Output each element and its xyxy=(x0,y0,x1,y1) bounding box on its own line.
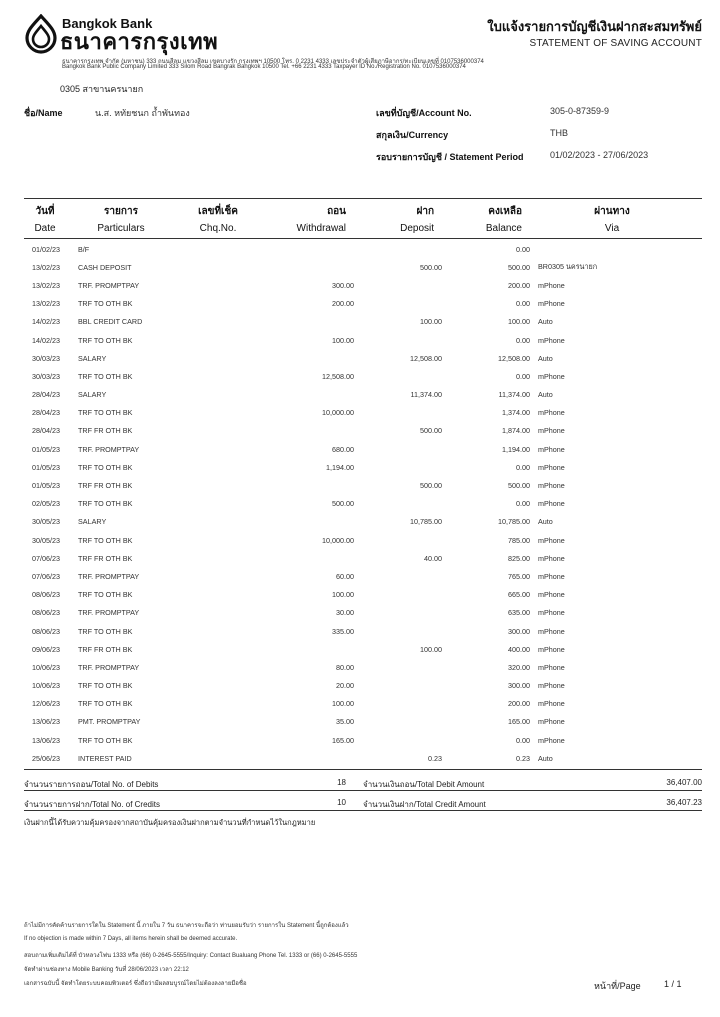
row-chq-no xyxy=(180,640,250,658)
row-date: 13/06/23 xyxy=(32,735,60,745)
col-header-date-th: วันที่ xyxy=(35,206,55,217)
row-particulars: TRF TO OTH BK xyxy=(78,626,133,636)
row-via: mPhone xyxy=(538,426,565,436)
total-debits-label: จำนวนรายการถอน/Total No. of Debits xyxy=(24,780,159,789)
row-balance: 500.00 xyxy=(508,481,530,491)
table-row xyxy=(24,240,702,258)
row-withdrawal: 100.00 xyxy=(332,590,354,600)
row-balance: 635.00 xyxy=(508,608,530,618)
table-row xyxy=(24,440,702,458)
row-particulars: BBL CREDIT CARD xyxy=(78,317,143,327)
row-date: 08/06/23 xyxy=(32,608,60,618)
table-row xyxy=(24,549,702,567)
row-particulars: B/F xyxy=(78,244,90,254)
table-row xyxy=(24,622,702,640)
table-row xyxy=(24,731,702,749)
row-date: 30/03/23 xyxy=(32,371,60,381)
row-balance: 665.00 xyxy=(508,590,530,600)
row-date: 30/05/23 xyxy=(32,535,60,545)
table-row xyxy=(24,749,702,767)
row-via: mPhone xyxy=(538,371,565,381)
row-chq-no xyxy=(180,440,250,458)
row-particulars: SALARY xyxy=(78,390,107,400)
row-balance: 0.00 xyxy=(516,299,530,309)
table-row xyxy=(24,586,702,604)
row-deposit xyxy=(354,367,442,385)
row-chq-no xyxy=(180,367,250,385)
row-date: 01/02/23 xyxy=(32,244,60,254)
bank-name-th: ธนาคารกรุงเทพ xyxy=(60,29,219,54)
row-balance: 400.00 xyxy=(508,644,530,654)
row-via: mPhone xyxy=(538,717,565,727)
row-withdrawal: 20.00 xyxy=(336,681,354,691)
row-balance: 500.00 xyxy=(508,262,530,272)
col-header-withdrawal-en: Withdrawal xyxy=(296,223,346,234)
table-row xyxy=(24,677,702,695)
row-particulars: TRF TO OTH BK xyxy=(78,590,133,600)
col-header-deposit-en: Deposit xyxy=(400,223,434,234)
row-withdrawal xyxy=(250,386,354,404)
row-deposit xyxy=(354,731,442,749)
row-via: mPhone xyxy=(538,626,565,636)
row-balance: 825.00 xyxy=(508,553,530,563)
transactions-table xyxy=(24,240,702,767)
footer-objection-en: If no objection is made within 7 Days, all items herein shall be deemed accurate. xyxy=(24,936,238,942)
row-withdrawal: 300.00 xyxy=(332,280,354,290)
row-deposit xyxy=(354,604,442,622)
currency-label: สกุลเงิน/Currency xyxy=(376,130,449,140)
row-withdrawal: 200.00 xyxy=(332,299,354,309)
row-chq-no xyxy=(180,276,250,294)
row-date: 10/06/23 xyxy=(32,681,60,691)
row-date: 07/06/23 xyxy=(32,571,60,581)
row-particulars: TRF TO OTH BK xyxy=(78,735,133,745)
row-chq-no xyxy=(180,531,250,549)
row-chq-no xyxy=(180,586,250,604)
row-deposit: 40.00 xyxy=(424,553,442,563)
row-deposit xyxy=(354,404,442,422)
row-deposit xyxy=(354,295,442,313)
row-via: Auto xyxy=(538,317,553,327)
row-withdrawal: 30.00 xyxy=(336,608,354,618)
row-withdrawal: 500.00 xyxy=(332,499,354,509)
row-chq-no xyxy=(180,404,250,422)
footer-generated: จัดทำผ่านช่องทาง Mobile Banking วันที่ 28/06/2023 เวลา 22:12 xyxy=(24,967,189,973)
page-value: 1 / 1 xyxy=(664,979,682,989)
row-balance: 0.00 xyxy=(516,244,530,254)
row-chq-no xyxy=(180,295,250,313)
table-row xyxy=(24,531,702,549)
row-date: 01/05/23 xyxy=(32,481,60,491)
row-withdrawal: 1,194.00 xyxy=(326,462,354,472)
row-withdrawal: 35.00 xyxy=(336,717,354,727)
row-particulars: TRF TO OTH BK xyxy=(78,408,133,418)
table-row xyxy=(24,658,702,676)
table-row xyxy=(24,713,702,731)
row-date: 02/05/23 xyxy=(32,499,60,509)
total-debits-count: 18 xyxy=(337,778,346,787)
row-withdrawal xyxy=(250,549,354,567)
row-withdrawal: 80.00 xyxy=(336,662,354,672)
summary-bottom-rule xyxy=(24,810,702,811)
table-row xyxy=(24,640,702,658)
row-particulars: SALARY xyxy=(78,353,107,363)
row-withdrawal: 335.00 xyxy=(332,626,354,636)
row-via: mPhone xyxy=(538,481,565,491)
col-header-withdrawal-th: ถอน xyxy=(327,206,346,217)
row-date: 13/02/23 xyxy=(32,262,60,272)
row-via: mPhone xyxy=(538,335,565,345)
row-date: 25/06/23 xyxy=(32,753,60,763)
footer-objection-th: ถ้าไม่มีการคัดค้านรายการใดใน Statement นี้ ภายใน 7 วัน ธนาคารจะถือว่า ท่านยอมรับว่า รายการใน Statement นี้ถูกต้องแล้ว xyxy=(24,923,349,929)
row-balance: 200.00 xyxy=(508,280,530,290)
row-balance: 765.00 xyxy=(508,571,530,581)
row-particulars: TRF FR OTH BK xyxy=(78,553,133,563)
row-balance: 0.00 xyxy=(516,735,530,745)
row-particulars: TRF TO OTH BK xyxy=(78,299,133,309)
row-balance: 0.23 xyxy=(516,753,530,763)
account-no-value: 305-0-87359-9 xyxy=(550,106,610,116)
row-deposit xyxy=(354,658,442,676)
row-via: mPhone xyxy=(538,462,565,472)
summary-mid-rule xyxy=(24,790,702,791)
row-date: 07/06/23 xyxy=(32,553,60,563)
bangkok-bank-logo-icon xyxy=(24,14,58,54)
row-via: mPhone xyxy=(538,280,565,290)
row-balance: 300.00 xyxy=(508,681,530,691)
table-row xyxy=(24,313,702,331)
row-via: mPhone xyxy=(538,608,565,618)
row-via: mPhone xyxy=(538,553,565,563)
row-via: mPhone xyxy=(538,535,565,545)
row-chq-no xyxy=(180,713,250,731)
row-deposit xyxy=(354,677,442,695)
row-deposit: 100.00 xyxy=(420,644,442,654)
total-debit-amount: 36,407.00 xyxy=(666,778,702,787)
row-deposit: 500.00 xyxy=(420,426,442,436)
row-particulars: TRF. PROMPTPAY xyxy=(78,571,140,581)
name-value: น.ส. หทัยชนก ถ้ำพันทอง xyxy=(95,108,190,118)
row-chq-no xyxy=(180,386,250,404)
row-balance: 0.00 xyxy=(516,371,530,381)
row-withdrawal xyxy=(250,422,354,440)
row-withdrawal xyxy=(250,258,354,276)
row-via: mPhone xyxy=(538,681,565,691)
row-chq-no xyxy=(180,731,250,749)
row-withdrawal: 60.00 xyxy=(336,571,354,581)
table-row xyxy=(24,604,702,622)
row-withdrawal xyxy=(250,240,354,258)
row-withdrawal: 680.00 xyxy=(332,444,354,454)
row-withdrawal: 165.00 xyxy=(332,735,354,745)
row-chq-no xyxy=(180,549,250,567)
row-deposit xyxy=(354,586,442,604)
row-chq-no xyxy=(180,695,250,713)
row-particulars: TRF TO OTH BK xyxy=(78,371,133,381)
row-balance: 300.00 xyxy=(508,626,530,636)
table-row xyxy=(24,513,702,531)
row-balance: 320.00 xyxy=(508,662,530,672)
row-via: mPhone xyxy=(538,571,565,581)
col-header-balance-th: คงเหลือ xyxy=(488,206,522,217)
row-date: 01/05/23 xyxy=(32,462,60,472)
table-row xyxy=(24,258,702,276)
row-via: mPhone xyxy=(538,662,565,672)
page-label: หน้าที่/Page xyxy=(594,981,641,991)
row-deposit xyxy=(354,622,442,640)
table-header-rule xyxy=(24,238,702,239)
row-particulars: TRF TO OTH BK xyxy=(78,699,133,709)
row-deposit xyxy=(354,458,442,476)
period-label: รอบรายการบัญชี / Statement Period xyxy=(376,152,524,162)
period-value: 01/02/2023 - 27/06/2023 xyxy=(550,150,649,160)
table-row xyxy=(24,458,702,476)
row-particulars: INTEREST PAID xyxy=(78,753,132,763)
col-header-particulars-th: รายการ xyxy=(104,206,138,217)
table-row xyxy=(24,404,702,422)
row-particulars: TRF TO OTH BK xyxy=(78,499,133,509)
branch-name: 0305 สาขานครนายก xyxy=(60,84,144,94)
bank-name-en: Bangkok Bank xyxy=(62,16,153,31)
row-withdrawal: 10,000.00 xyxy=(322,408,354,418)
row-deposit xyxy=(354,495,442,513)
row-chq-no xyxy=(180,658,250,676)
table-row xyxy=(24,567,702,585)
row-withdrawal xyxy=(250,476,354,494)
table-row xyxy=(24,422,702,440)
table-row xyxy=(24,695,702,713)
row-via: Auto xyxy=(538,517,553,527)
row-chq-no xyxy=(180,240,250,258)
row-deposit xyxy=(354,713,442,731)
row-particulars: TRF TO OTH BK xyxy=(78,681,133,691)
row-chq-no xyxy=(180,495,250,513)
row-withdrawal xyxy=(250,313,354,331)
statement-title-en: STATEMENT OF SAVING ACCOUNT xyxy=(529,38,702,49)
col-header-particulars-en: Particulars xyxy=(97,223,145,234)
row-via: mPhone xyxy=(538,699,565,709)
footer-inquiry: สอบถามเพิ่มเติมได้ที่ บัวหลวงโฟน 1333 หรือ (66) 0-2645-5555/Inquiry: Contact Bualuang Phone Tel. 1333 or (66) 0-2645-5555 xyxy=(24,953,358,959)
row-deposit: 11,374.00 xyxy=(410,390,442,400)
row-chq-no xyxy=(180,422,250,440)
row-balance: 1,874.00 xyxy=(502,426,530,436)
row-chq-no xyxy=(180,476,250,494)
row-date: 28/04/23 xyxy=(32,390,60,400)
total-credits-count: 10 xyxy=(337,798,346,807)
row-deposit: 12,508.00 xyxy=(410,353,442,363)
row-particulars: PMT. PROMPTPAY xyxy=(78,717,141,727)
col-header-chq-th: เลขที่เช็ค xyxy=(198,206,238,217)
total-credits-label: จำนวนรายการฝาก/Total No. of Credits xyxy=(24,800,160,809)
row-particulars: TRF. PROMPTPAY xyxy=(78,280,140,290)
row-deposit: 0.23 xyxy=(428,753,442,763)
row-via: mPhone xyxy=(538,299,565,309)
row-chq-no xyxy=(180,349,250,367)
total-debit-amount-label: จำนวนเงินถอน/Total Debit Amount xyxy=(363,780,485,789)
account-no-label: เลขที่บัญชี/Account No. xyxy=(376,108,472,118)
row-particulars: TRF. PROMPTPAY xyxy=(78,662,140,672)
row-particulars: TRF FR OTH BK xyxy=(78,481,133,491)
row-deposit xyxy=(354,240,442,258)
row-date: 13/06/23 xyxy=(32,717,60,727)
row-via: mPhone xyxy=(538,408,565,418)
row-particulars: TRF TO OTH BK xyxy=(78,335,133,345)
row-particulars: TRF FR OTH BK xyxy=(78,644,133,654)
row-date: 08/06/23 xyxy=(32,626,60,636)
statement-title-th: ใบแจ้งรายการบัญชีเงินฝากสะสมทรัพย์ xyxy=(487,19,702,34)
row-chq-no xyxy=(180,258,250,276)
row-date: 28/04/23 xyxy=(32,426,60,436)
row-deposit xyxy=(354,331,442,349)
row-via: mPhone xyxy=(538,444,565,454)
row-deposit: 10,785.00 xyxy=(410,517,442,527)
row-chq-no xyxy=(180,313,250,331)
table-row xyxy=(24,476,702,494)
row-balance: 785.00 xyxy=(508,535,530,545)
row-via: mPhone xyxy=(538,644,565,654)
bank-address-en: Bangkok Bank Public Company Limited 333 Silom Road Bangrak Bangkok 10500 Tel. +66 2231 4333 Taxpayer ID No./Registration No. 0107536000374 xyxy=(62,64,466,70)
row-via: Auto xyxy=(538,353,553,363)
row-particulars: TRF. PROMPTPAY xyxy=(78,608,140,618)
row-deposit xyxy=(354,567,442,585)
bank-address-th: ธนาคารกรุงเทพ จำกัด (มหาชน) 333 ถนนสีลม แขวงสีลม เขตบางรัก กรุงเทพฯ 10500 โทร. 0 2231 4333 เลขประจำตัวผู้เสียภาษีอากร/ทะเบียนเลขที่ 0107536000374 xyxy=(62,59,484,65)
row-particulars: TRF. PROMPTPAY xyxy=(78,444,140,454)
row-via: mPhone xyxy=(538,735,565,745)
currency-value: THB xyxy=(550,128,568,138)
table-row xyxy=(24,331,702,349)
row-date: 14/02/23 xyxy=(32,317,60,327)
total-credit-amount-label: จำนวนเงินฝาก/Total Credit Amount xyxy=(363,800,486,809)
row-date: 28/04/23 xyxy=(32,408,60,418)
row-deposit xyxy=(354,276,442,294)
table-row xyxy=(24,367,702,385)
row-balance: 165.00 xyxy=(508,717,530,727)
row-deposit xyxy=(354,695,442,713)
row-withdrawal: 100.00 xyxy=(332,335,354,345)
row-withdrawal: 10,000.00 xyxy=(322,535,354,545)
row-date: 10/06/23 xyxy=(32,662,60,672)
row-balance: 12,508.00 xyxy=(498,353,530,363)
col-header-date-en: Date xyxy=(34,223,56,234)
row-particulars: TRF FR OTH BK xyxy=(78,426,133,436)
table-row xyxy=(24,386,702,404)
row-withdrawal: 12,508.00 xyxy=(322,371,354,381)
row-balance: 11,374.00 xyxy=(498,390,530,400)
transactions-body xyxy=(24,240,702,767)
row-chq-no xyxy=(180,604,250,622)
row-balance: 1,374.00 xyxy=(502,408,530,418)
row-deposit: 100.00 xyxy=(420,317,442,327)
row-balance: 200.00 xyxy=(508,699,530,709)
col-header-deposit-th: ฝาก xyxy=(416,206,434,217)
row-particulars: CASH DEPOSIT xyxy=(78,262,132,272)
table-row xyxy=(24,295,702,313)
row-chq-no xyxy=(180,622,250,640)
row-via: mPhone xyxy=(538,590,565,600)
row-balance: 1,194.00 xyxy=(502,444,530,454)
row-balance: 0.00 xyxy=(516,462,530,472)
row-particulars: SALARY xyxy=(78,517,107,527)
row-balance: 100.00 xyxy=(508,317,530,327)
total-credit-amount: 36,407.23 xyxy=(666,798,702,807)
row-date: 12/06/23 xyxy=(32,699,60,709)
row-date: 30/05/23 xyxy=(32,517,60,527)
col-header-via-th: ผ่านทาง xyxy=(594,206,630,217)
row-date: 13/02/23 xyxy=(32,299,60,309)
row-date: 09/06/23 xyxy=(32,644,60,654)
col-header-chq-en: Chq.No. xyxy=(199,223,237,234)
table-row xyxy=(24,349,702,367)
row-chq-no xyxy=(180,331,250,349)
row-date: 08/06/23 xyxy=(32,590,60,600)
row-deposit: 500.00 xyxy=(420,481,442,491)
table-top-rule xyxy=(24,198,702,199)
row-via: BR0305 นครนายก xyxy=(538,261,598,271)
row-deposit xyxy=(354,531,442,549)
row-via xyxy=(530,240,702,258)
row-chq-no xyxy=(180,458,250,476)
col-header-via-en: Via xyxy=(604,223,620,234)
footer-computer-generated: เอกสารฉบับนี้ จัดทำโดยระบบคอมพิวเตอร์ ซึ่งถือว่ามีผลสมบูรณ์โดยไม่ต้องลงลายมือชื่อ xyxy=(24,981,247,987)
row-via: mPhone xyxy=(538,499,565,509)
row-chq-no xyxy=(180,749,250,767)
row-chq-no xyxy=(180,677,250,695)
summary-top-rule xyxy=(24,769,702,770)
row-via: Auto xyxy=(538,390,553,400)
row-deposit xyxy=(354,440,442,458)
row-withdrawal xyxy=(250,749,354,767)
row-withdrawal xyxy=(250,513,354,531)
col-header-balance-en: Balance xyxy=(485,223,522,234)
row-balance: 0.00 xyxy=(516,335,530,345)
row-date: 01/05/23 xyxy=(32,444,60,454)
row-withdrawal xyxy=(250,349,354,367)
row-particulars: TRF TO OTH BK xyxy=(78,462,133,472)
row-balance: 0.00 xyxy=(516,499,530,509)
row-chq-no xyxy=(180,513,250,531)
deposit-protection-note: เงินฝากนี้ได้รับความคุ้มครองจากสถาบันคุ้มครองเงินฝากตามจำนวนที่กำหนดไว้ในกฎหมาย xyxy=(24,818,316,827)
row-chq-no xyxy=(180,567,250,585)
table-row xyxy=(24,276,702,294)
row-particulars: TRF TO OTH BK xyxy=(78,535,133,545)
row-date: 14/02/23 xyxy=(32,335,60,345)
row-withdrawal xyxy=(250,640,354,658)
row-withdrawal: 100.00 xyxy=(332,699,354,709)
row-date: 30/03/23 xyxy=(32,353,60,363)
row-deposit: 500.00 xyxy=(420,262,442,272)
table-row xyxy=(24,495,702,513)
row-balance: 10,785.00 xyxy=(498,517,530,527)
name-label: ชื่อ/Name xyxy=(24,108,63,118)
row-date: 13/02/23 xyxy=(32,280,60,290)
row-via: Auto xyxy=(538,753,553,763)
